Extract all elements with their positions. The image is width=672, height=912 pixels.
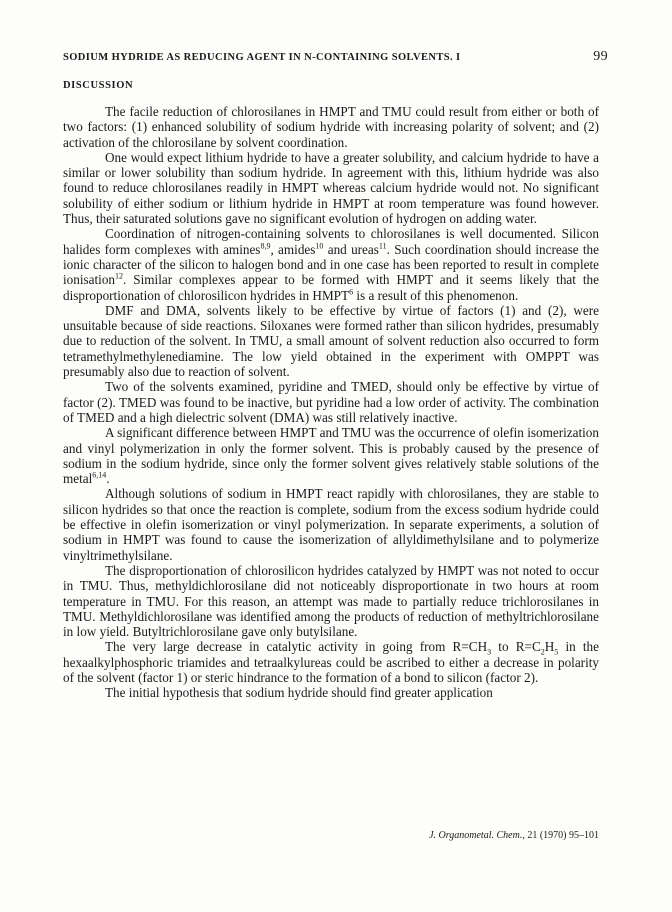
citation-superscript: 8,9 [260,241,271,251]
paragraph: Two of the solvents examined, pyridine and TMED, should only be effective by virtue of factor (2). TMED was found to be inactive, but pyridine had a low order of activity. The combination of TMED and a high dielectric solvent (DMA) was still relatively inactive. [63,379,599,425]
running-title: SODIUM HYDRIDE AS REDUCING AGENT IN N-CONTAINING SOLVENTS. I [63,52,461,63]
text-run: . Similar complexes appear to be formed with HMPT and it seems likely that the disproportionation of chlorosilicon hydrides in HMPT [63,272,599,303]
text-run: , amides [270,241,316,257]
paragraph: The disproportionation of chlorosilicon hydrides catalyzed by HMPT was not noted to occur in TMU. Thus, methyldichlorosilane did not noticeably disproportionate in two hours at room temperature in TMU. For this reason, an attempt was made to partially reduce trichlorosilanes in TMU. Methyldichlorosilane was identified among the products of reduction of methyltrichlorosilane in low yield. Butyltrichlorosilane gave only butylsilane. [63,562,599,640]
volume-pages: , 21 (1970) 95–101 [522,830,599,841]
paragraph: DMF and DMA, solvents likely to be effective by virtue of factors (1) and (2), were unsuitable because of side reactions. Siloxanes were formed rather than silicon hydrides, presumably due to reduction of the solvent. In TMU, a small amount of solvent reduction also occurred to form tetramethylmethylenediamine. The low yield obtained in the experiment with OMPPT was presumably also due to reaction of solvent. [63,302,599,380]
text-run: Coordination of nitrogen-containing solvents to chlorosilanes is well documented. Silicon halides form complexes with amines [63,226,599,257]
text-run: in the hexaalkylphosphoric triamides and tetraalkylureas could be ascribed to either a decrease in polarity of the solvent (factor 1) or steric hindrance to the formation of a bond to silicon (factor 2). [63,639,599,685]
text-run: The very large decrease in catalytic activity in going from R=CH [105,639,488,655]
text-run: A significant difference between HMPT and TMU was the occurrence of olefin isomerization and vinyl polymerization in only the former solvent. This is probably caused by the presence of sodium in the sodium hydride, since only the former solvent gives relatively stable solutions of the metal [63,425,599,487]
paragraph [63,226,599,302]
body-text [63,104,599,701]
paragraph: Although solutions of sodium in HMPT react rapidly with chlorosilanes, they are stable to silicon hydrides so that once the reaction is complete, sodium from the excess sodium hydride could be effective in olefin isomerization or vinyl polymerization. In separate experiments, a solution of sodium in HMPT was found to cause the isomerization of allyldimethylsilane and to polymerize vinyltrimethylsilane. [63,486,599,563]
text-run: is a result of this phenomenon. [353,287,519,303]
journal-citation [429,830,599,841]
citation-superscript: 6,14 [92,470,107,480]
running-header [63,50,608,68]
citation-superscript: 6 [349,287,354,297]
page-number: 99 [593,49,608,64]
citation-superscript: 11 [378,241,387,251]
paragraph [63,639,599,685]
text-run: to R=C [491,639,541,655]
paragraph: The facile reduction of chlorosilanes in HMPT and TMU could result from either or both of two factors: (1) enhanced solubility of sodium hydride with increasing polarity of solvent; and (2) activation of the chlorosilane by solvent coordination. [63,104,599,150]
formula-subscript: 5 [554,648,559,658]
paragraph [63,425,599,486]
formula-subscript: 3 [487,648,492,658]
journal-name: J. Organometal. Chem. [429,830,523,841]
formula-subscript: 2 [540,648,545,658]
citation-superscript: 12 [115,271,124,281]
text-run: H [544,639,555,655]
text-run: and ureas [323,241,379,257]
paragraph: One would expect lithium hydride to have a greater solubility, and calcium hydride to have a similar or lower solubility than sodium hydride. In agreement with this, lithium hydride was also found to reduce chlorosilanes readily in HMPT whereas calcium hydride would not. No significant solubility of either sodium or lithium hydride in HMPT at room temperature was found however. Thus, their saturated solutions gave no significant evolution of hydrogen on adding water. [63,149,599,227]
paragraph: The initial hypothesis that sodium hydride should find greater application [105,685,493,701]
text-run: . Such coordination should increase the ionic character of the silicon to halogen bond and in one case has been reported to result in complete ionisation [63,241,599,288]
citation-superscript: 10 [315,241,324,251]
section-heading: DISCUSSION [63,80,134,91]
text-run: . [106,471,110,487]
